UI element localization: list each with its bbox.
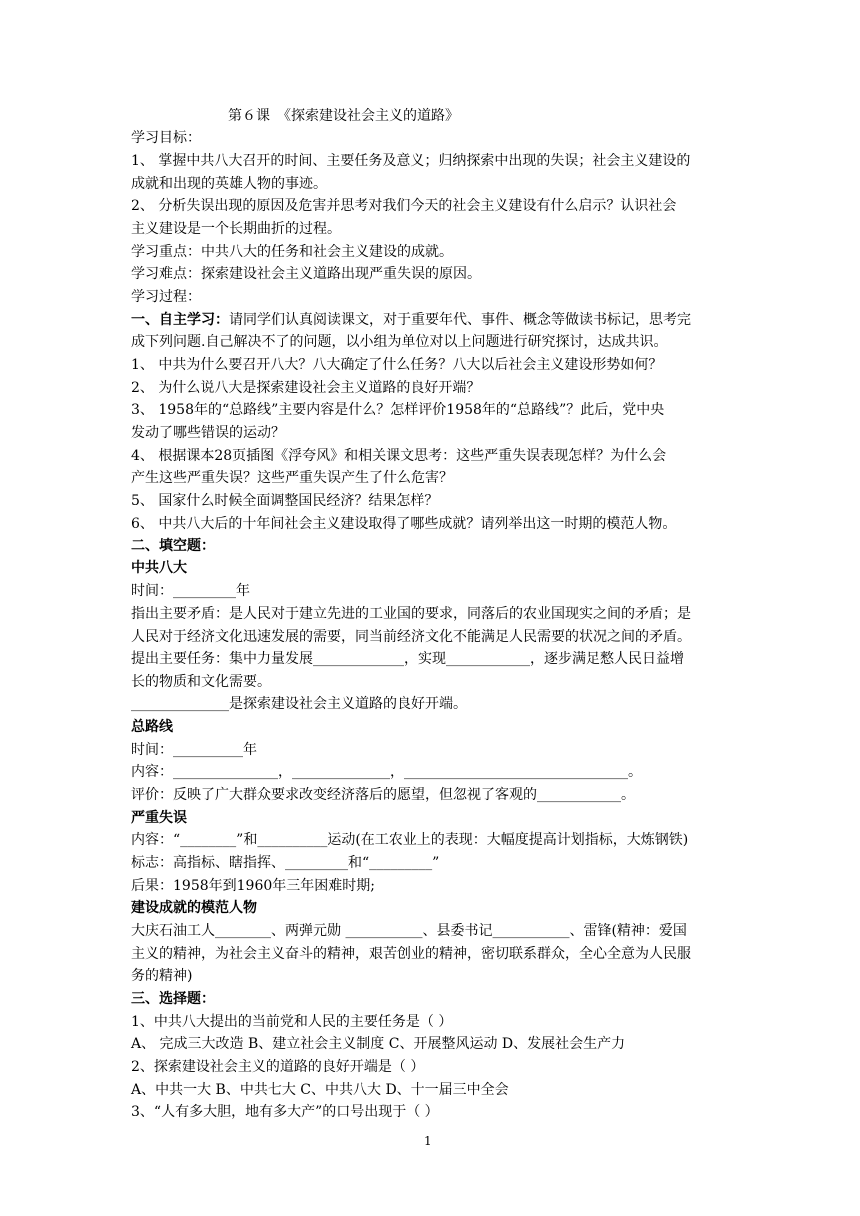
mc-question-3: 3、“人有多大胆，地有多大产”的口号出现于（ ）: [131, 1104, 439, 1120]
ccp8-contradiction-line-2: 人民对于经济文化迅速发展的需要，同当前经济文化不能满足人民需要的状况之间的矛盾。: [131, 629, 691, 645]
subheading-mistakes: 严重失误: [131, 810, 187, 826]
models-line-2: 主义的精神，为社会主义奋斗的精神，艰苦创业的精神，密切联系群众，全心全意为人民服: [131, 946, 691, 962]
page-number: 1: [424, 1134, 432, 1148]
models-line-3: 务的精神): [131, 968, 193, 984]
difficulty: 学习难点：探索建设社会主义道路出现严重失误的原因。: [131, 266, 481, 282]
subheading-general-line: 总路线: [131, 719, 173, 735]
mistakes-sign: 标志：高指标、瞎指挥、_________和“_________”: [131, 855, 440, 871]
mistakes-content: 内容：“________”和__________运动(在工农业上的表现：大幅度提高计划指标，大炼钢铁): [131, 832, 689, 848]
general-line-content: 内容：_______________，______________，________________________________。: [131, 764, 642, 780]
section-2-heading: 二、填空题：: [131, 538, 215, 554]
section-1-heading: 一、自主学习：: [131, 312, 229, 328]
ccp8-significance: ______________是探索建设社会主义道路的良好开端。: [131, 696, 467, 712]
goal-2-line-1: 2、 分析失误出现的原因及危害并思考对我们今天的社会主义建设有什么启示？认识社会: [131, 198, 677, 214]
question-2: 2、 为什么说八大是探索建设社会主义道路的良好开端？: [131, 380, 481, 396]
lesson-title: 第６课 《探索建设社会主义的道路》: [228, 108, 459, 124]
mc-options-2: A、中共一大 B、中共七大 C、中共八大 D、十一届三中全会: [131, 1082, 509, 1098]
mc-question-2: 2、探索建设社会主义的道路的良好开端是（ ）: [131, 1059, 425, 1075]
general-line-evaluation: 评价：反映了广大群众要求改变经济落后的愿望，但忽视了客观的____________。: [131, 787, 635, 803]
section-1-instructions: 请同学们认真阅读课文，对于重要年代、事件、概念等做读书标记，思考完: [229, 312, 691, 328]
section-3-heading: 三、选择题：: [131, 991, 215, 1007]
goal-1-line-1: 1、 掌握中共八大召开的时间、主要任务及意义；归纳探索中出现的失误；社会主义建设的: [131, 153, 691, 169]
key-point: 学习重点：中共八大的任务和社会主义建设的成就。: [131, 244, 453, 260]
models-line-1: 大庆石油工人________、两弹元勋 ___________、县委书记___________、雷锋(精神：爱国: [131, 923, 687, 939]
general-line-time: 时间：__________年: [131, 742, 257, 758]
section-1-line-2: 成下列问题.自己解决不了的问题，以小组为单位对以上问题进行研究探讨，达成共识。: [131, 334, 668, 350]
mc-question-1: 1、中共八大提出的当前党和人民的主要任务是（ ）: [131, 1014, 453, 1030]
subheading-models: 建设成就的模范人物: [131, 900, 257, 916]
question-3-line-2: 发动了哪些错误的运动？: [131, 425, 285, 441]
question-1: 1、 中共为什么要召开八大？八大确定了什么任务？八大以后社会主义建设形势如何？: [131, 357, 663, 373]
ccp8-time: 时间：_________年: [131, 583, 250, 599]
process-heading: 学习过程：: [131, 289, 201, 305]
mc-options-1: A、 完成三大改造 B、建立社会主义制度 C、开展整风运动 D、发展社会生产力: [131, 1036, 626, 1052]
subheading-ccp8: 中共八大: [131, 560, 187, 576]
question-4-line-2: 产生这些严重失误？这些严重失误产生了什么危害？: [131, 470, 453, 486]
ccp8-task-line-1: 提出主要任务：集中力量发展_____________，实现____________，逐步满足憗人民日益增: [131, 651, 684, 667]
goal-1-line-2: 成就和出现的英雄人物的事迹。: [131, 176, 327, 192]
goals-heading: 学习目标：: [131, 130, 201, 146]
question-6: 6、 中共八大后的十年间社会主义建设取得了哪些成就？请列举出这一时期的模范人物。: [131, 516, 677, 532]
question-3-line-1: 3、 1958年的“总路线”主要内容是什么？怎样评价1958年的“总路线”？此后，党中央: [131, 402, 665, 418]
ccp8-contradiction-line-1: 指出主要矛盾：是人民对于建立先进的工业国的要求，同落后的农业国现实之间的矛盾；是: [131, 606, 691, 622]
ccp8-task-line-2: 长的物质和文化需要。: [131, 674, 271, 690]
section-1-intro: [131, 310, 731, 331]
mistakes-result: 后果：1958年到1960年三年困难时期;: [131, 878, 375, 894]
question-5: 5、 国家什么时候全面调整国民经济？结果怎样？: [131, 493, 439, 509]
question-4-line-1: 4、 根据课本28页插图《浮夸风》和相关课文思考：这些严重失误表现怎样？为什么会: [131, 448, 667, 464]
goal-2-line-2: 主义建设是一个长期曲折的过程。: [131, 221, 341, 237]
